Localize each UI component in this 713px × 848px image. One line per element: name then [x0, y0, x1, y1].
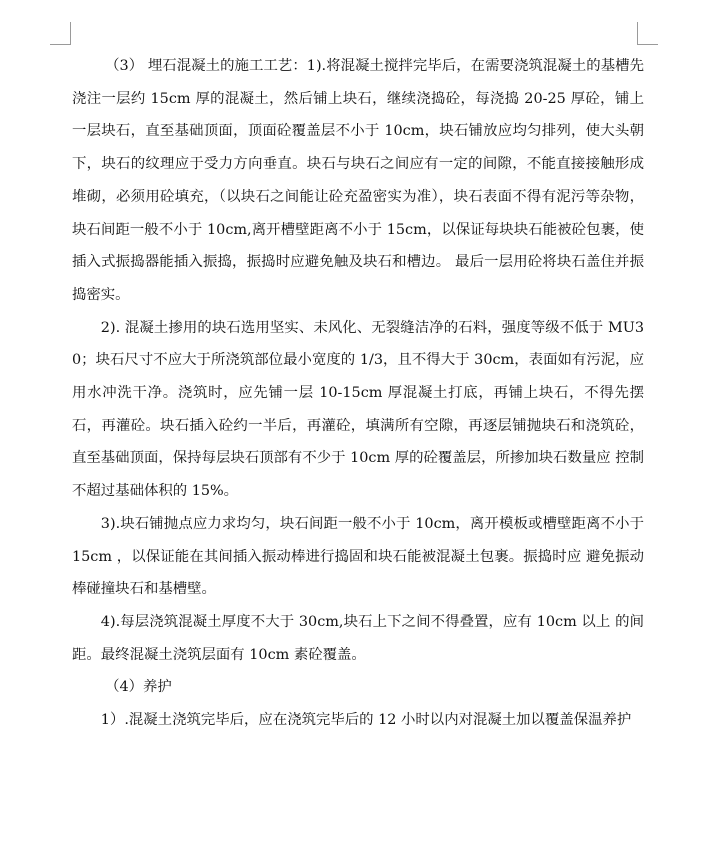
paragraph-curing: 1）.混凝土浇筑完毕后，应在浇筑完毕后的 12 小时以内对混凝土加以覆盖保温养护 [100, 712, 632, 729]
paragraph-stone-material: 2). 混凝土掺用的块石选用坚实、未风化、无裂缝洁净的石料，强度等级不低于 MU30；块石尺寸不应大于所浇筑部位最小宽度的 1/3，且不得大于 30cm，表面如有污泥，应用水冲洗干净。浇筑时，应先铺一层 10-15cm 厚混凝土打底，再铺上块石，不得先摆石，再灌砼。块石插入砼约一半后，再灌砼，填满所有空隙，再逐层铺抛块石和浇筑砼， 直至基础顶面，保持每层块石顶部有不少于 10cm 厚的砼覆盖层，所掺加块石数量应 控制不超过基础体积的 15%。 [72, 319, 644, 500]
paragraph-layer-thickness: 4).每层浇筑混凝土厚度不大于 30cm,块石上下之间不得叠置，应有 10cm 以上 的间距。最终混凝土浇筑层面有 10cm 素砼覆盖。 [72, 613, 644, 663]
margin-corner-top-right [637, 22, 658, 45]
paragraph-construction-process: （3） 埋石混凝土的施工工艺：1).将混凝土搅拌完毕后，在需要浇筑混凝土的基槽先浇注一层约 15cm 厚的混凝土，然后铺上块石，继续浇捣砼，每浇捣 20-25 厚砼，铺上一层块石，直至基础顶面，顶面砼覆盖层不小于 10cm，块石铺放应均匀排列，使大头朝下，块石的纹理应于受力方向垂直。块石与块石之间应有一定的间隙，不能直接接触形成堆砌，必须用砼填充，（以块石之间能让砼充盈密实为准），块石表面不得有泥污等杂物，块石间距一般不小于 10cm,离开槽壁距离不小于 15cm，以保证每块块石能被砼包裹，使插入式振捣器能插入振捣，振捣时应避免触及块石和槽边。 最后一层用砼将块石盖住并振捣密实。 [72, 58, 644, 303]
document-body[interactable] [72, 50, 644, 737]
margin-corner-top-left [50, 22, 71, 45]
paragraph-stone-placement: 3).块石铺抛点应力求均匀，块石间距一般不小于 10cm，离开模板或槽壁距离不小于 15cm ，以保证能在其间插入振动棒进行捣固和块石能被混凝土包裹。振捣时应 避免振动棒碰撞块石和基槽壁。 [72, 515, 644, 598]
section-heading-curing: （4）养护 [105, 679, 172, 696]
